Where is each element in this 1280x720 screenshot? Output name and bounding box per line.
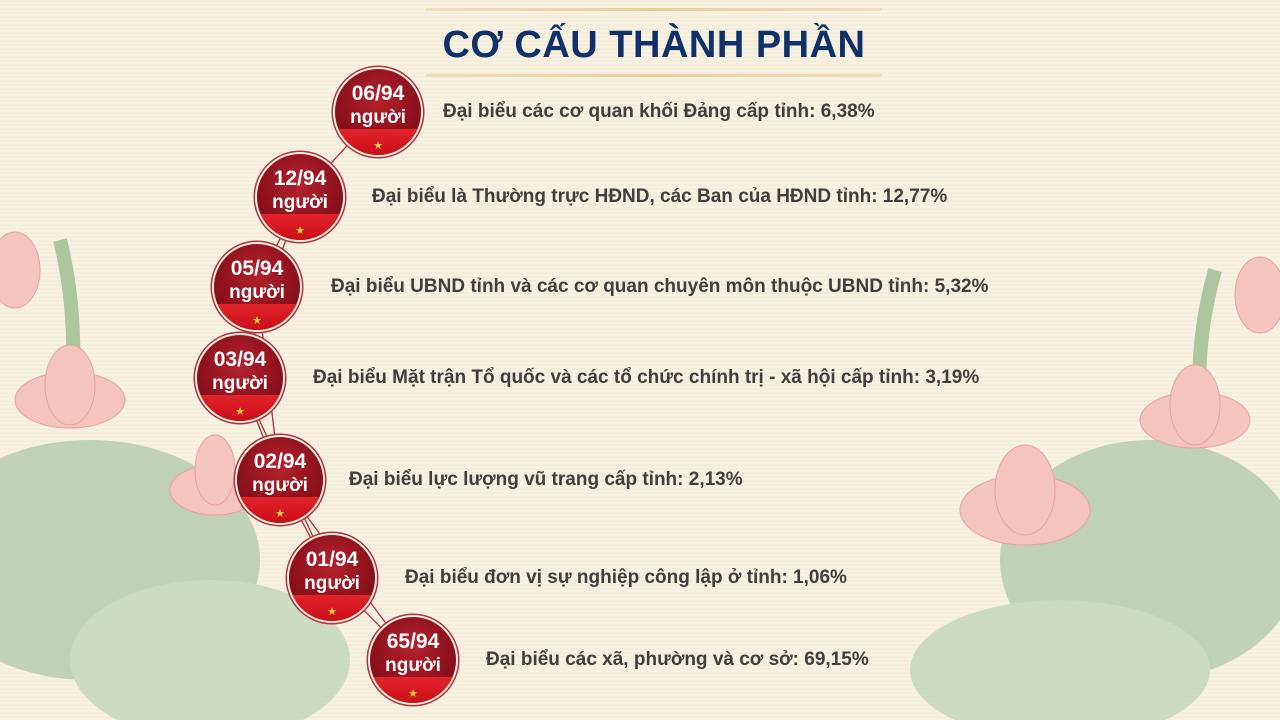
composition-item-label: Đại biểu lực lượng vũ trang cấp tỉnh: 2,13% [349, 469, 743, 490]
badge-count: 02/94 [253, 450, 307, 473]
badge-unit: người [350, 107, 406, 128]
badge-count: 12/94 [273, 167, 327, 190]
star-icon: ★ [373, 140, 383, 152]
count-badge [214, 244, 300, 330]
composition-item-label: Đại biểu các cơ quan khối Đảng cấp tỉnh: 6,38% [443, 101, 875, 122]
composition-item-label: Đại biểu UBND tỉnh và các cơ quan chuyên môn thuộc UBND tỉnh: 5,32% [331, 276, 989, 297]
count-badge [335, 69, 421, 155]
composition-item-label: Đại biểu các xã, phường và cơ sở: 69,15% [486, 649, 869, 670]
badge-unit: người [272, 192, 328, 213]
composition-item-label: Đại biểu Mặt trận Tổ quốc và các tổ chức chính trị - xã hội cấp tỉnh: 3,19% [313, 367, 980, 388]
composition-item-label: Đại biểu đơn vị sự nghiệp công lập ở tỉnh: 1,06% [405, 567, 847, 588]
badge-count: 01/94 [305, 548, 359, 571]
badge-count: 05/94 [230, 257, 284, 280]
count-badge [237, 437, 323, 523]
badge-count: 65/94 [386, 630, 440, 653]
badge-unit: người [385, 655, 441, 676]
star-icon: ★ [275, 508, 285, 520]
badge-unit: người [229, 282, 285, 303]
badge-unit: người [252, 475, 308, 496]
star-icon: ★ [327, 606, 337, 618]
title-top-rule [426, 8, 882, 11]
star-icon: ★ [252, 315, 262, 327]
star-icon: ★ [235, 406, 245, 418]
page-title: CƠ CẤU THÀNH PHẦN [442, 24, 866, 66]
star-icon: ★ [295, 225, 305, 237]
title-block [426, 8, 882, 78]
count-badge [197, 335, 283, 421]
badge-unit: người [212, 373, 268, 394]
star-icon: ★ [408, 688, 418, 700]
count-badge [289, 535, 375, 621]
badge-count: 03/94 [213, 348, 267, 371]
badge-count: 06/94 [351, 82, 405, 105]
composition-item-label: Đại biểu là Thường trực HĐND, các Ban của HĐND tỉnh: 12,77% [372, 186, 948, 207]
title-bottom-rule [426, 74, 882, 77]
badge-unit: người [304, 573, 360, 594]
count-badge [257, 154, 343, 240]
count-badge [370, 617, 456, 703]
